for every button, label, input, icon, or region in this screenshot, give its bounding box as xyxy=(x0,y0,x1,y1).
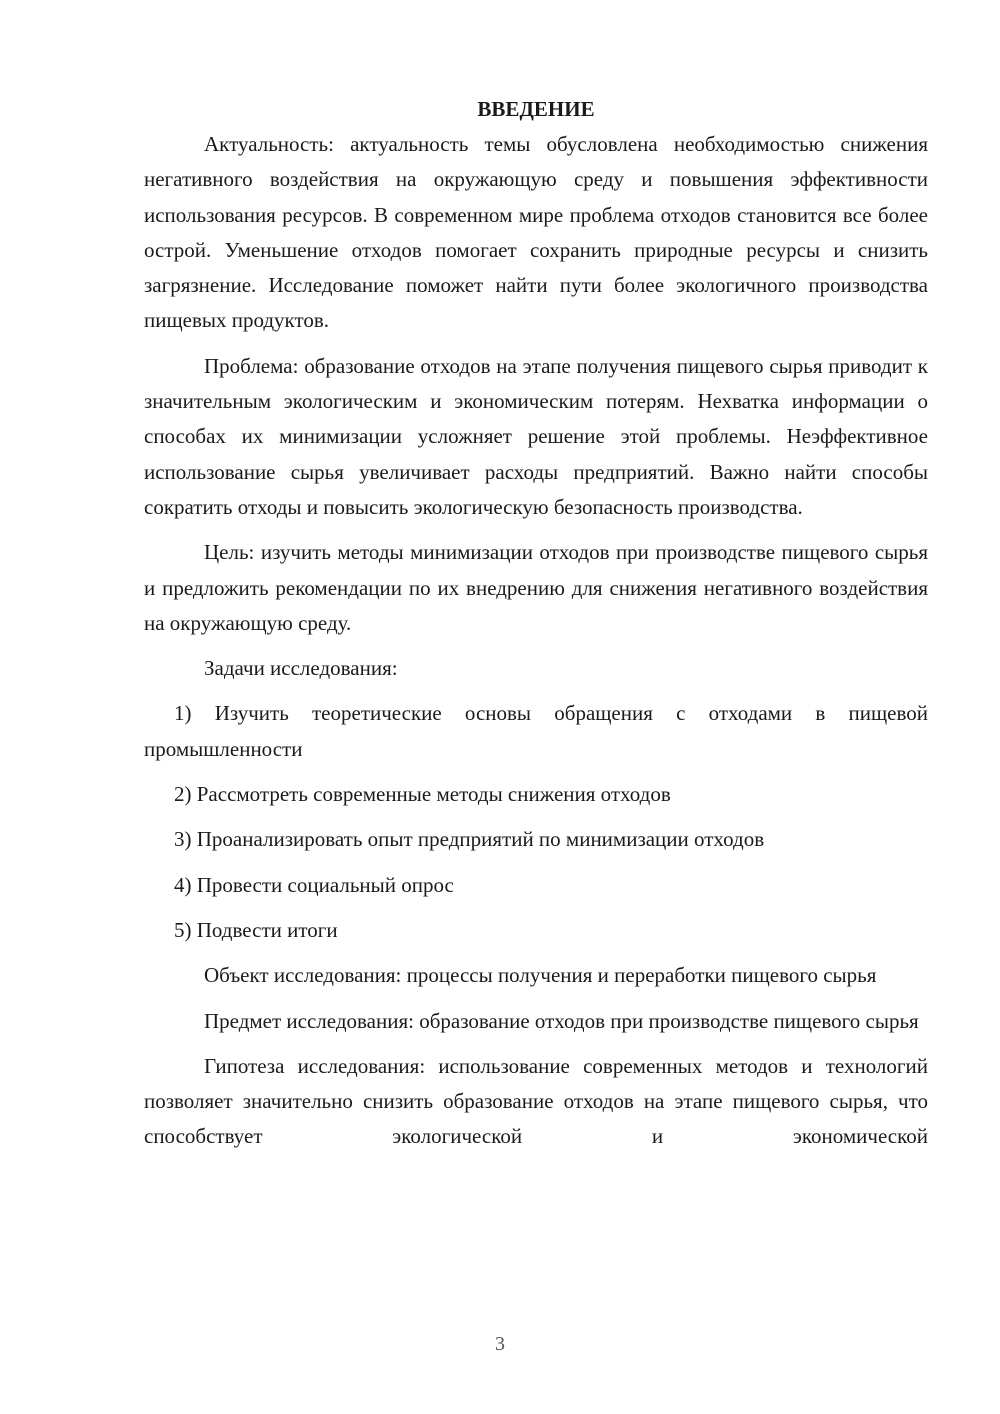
task-item-4: 4) Провести социальный опрос xyxy=(174,872,454,897)
task-item-3: 3) Проанализировать опыт предприятий по минимизации отходов xyxy=(174,827,765,852)
page-title: ВВЕДЕНИЕ xyxy=(477,97,595,121)
hypothesis-paragraph: Гипотеза исследования: использование современных методов и технологий позволяет значительно снизить образование отходов на этапе пищевого сырья, что способствует экологической и экономической xyxy=(144,1053,928,1149)
goal-paragraph: Цель: изучить методы минимизации отходов при производстве пищевого сырья и предложить рекомендации по их внедрению для снижения негативного воздействия на окружающую среду. xyxy=(144,540,928,635)
document-page xyxy=(144,92,928,1165)
object-paragraph: Объект исследования: процессы получения и переработки пищевого сырья xyxy=(204,963,877,988)
subject-paragraph: Предмет исследования: образование отходов при производстве пищевого сырья xyxy=(204,1008,919,1033)
page-number: 3 xyxy=(495,1333,505,1355)
task-item-1: 1) Изучить теоретические основы обращения с отходами в пищевой промышленности xyxy=(144,701,928,761)
relevance-paragraph: Актуальность: актуальность темы обусловлена необходимостью снижения негативного воздействия на окружающую среду и повышения эффективности использования ресурсов. В современном мире проблема отходов становится все более острой. Уменьшение отходов помогает сохранить природные ресурсы и снизить загрязнение. Исследование поможет найти пути более экологичного производства пищевых продуктов. xyxy=(144,132,928,333)
task-item-2: 2) Рассмотреть современные методы снижения отходов xyxy=(174,782,671,807)
tasks-list xyxy=(144,696,928,948)
tasks-heading: Задачи исследования: xyxy=(204,656,398,681)
problem-paragraph: Проблема: образование отходов на этапе получения пищевого сырья приводит к значительным экологическим и экономическим потерям. Нехватка информации о способах их минимизации усложняет решение этой проблемы. Неэффективное использование сырья увеличивает расходы предприятий. Важно найти способы сократить отходы и повысить экологическую безопасность производства. xyxy=(144,353,928,519)
task-item-5: 5) Подвести итоги xyxy=(174,917,338,942)
